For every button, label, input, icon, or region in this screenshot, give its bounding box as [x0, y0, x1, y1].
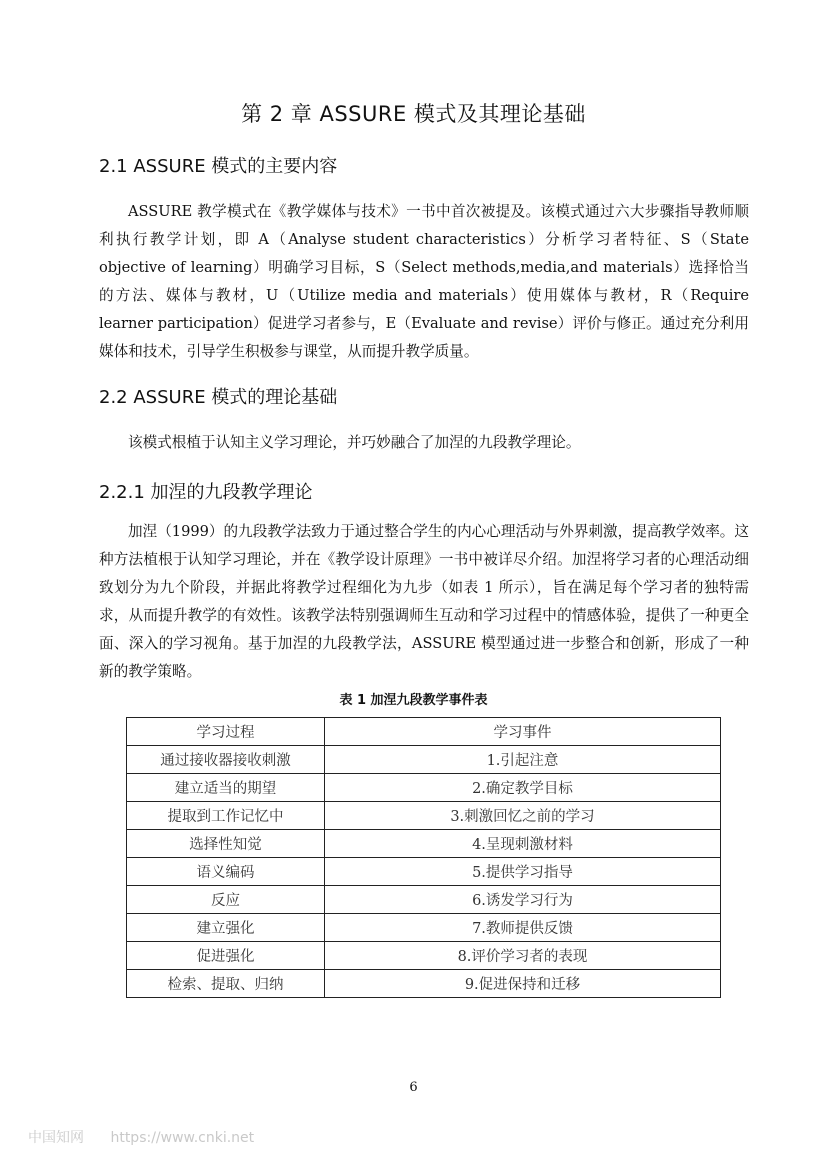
process-cell: 提取到工作记忆中 [127, 802, 325, 830]
event-cell: 2.确定教学目标 [325, 774, 721, 802]
chapter-title: 第 2 章 ASSURE 模式及其理论基础 [241, 102, 586, 126]
table-row [127, 858, 721, 886]
section-2-2-paragraph: 该模式根植于认知主义学习理论，并巧妙融合了加涅的九段教学理论。 [128, 434, 581, 451]
event-cell: 1.引起注意 [325, 746, 721, 774]
process-cell: 语义编码 [127, 858, 325, 886]
header-learning-process: 学习过程 [127, 718, 325, 746]
event-cell: 8.评价学习者的表现 [325, 942, 721, 970]
table-header-row [127, 718, 721, 746]
page-number: 6 [409, 1080, 418, 1095]
watermark-brand: 中国知网 [28, 1130, 84, 1146]
process-cell: 建立适当的期望 [127, 774, 325, 802]
process-cell: 选择性知觉 [127, 830, 325, 858]
section-heading-2-1: 2.1 ASSURE 模式的主要内容 [99, 156, 338, 177]
section-heading-2-2: 2.2 ASSURE 模式的理论基础 [99, 387, 338, 408]
event-cell: 5.提供学习指导 [325, 858, 721, 886]
watermark [28, 1127, 254, 1147]
event-cell: 3.刺激回忆之前的学习 [325, 802, 721, 830]
table-row [127, 802, 721, 830]
event-cell: 7.教师提供反馈 [325, 914, 721, 942]
section-heading-2-2-1: 2.2.1 加涅的九段教学理论 [99, 482, 313, 503]
process-cell: 通过接收器接收刺激 [127, 746, 325, 774]
table-caption: 表 1 加涅九段教学事件表 [339, 693, 488, 708]
table-row [127, 942, 721, 970]
table-row [127, 830, 721, 858]
process-cell: 建立强化 [127, 914, 325, 942]
header-learning-event: 学习事件 [325, 718, 721, 746]
table-row [127, 774, 721, 802]
nine-events-table [126, 717, 721, 998]
section-2-2-1-paragraph: 加涅（1999）的九段教学法致力于通过整合学生的内心心理活动与外界刺激，提高教学效率。这种方法植根于认知学习理论，并在《教学设计原理》一书中被详尽介绍。加涅将学习者的心理活动细致划分为九个阶段，并据此将教学过程细化为九步（如表 1 所示），旨在满足每个学习者的独特需求，从而提升教学的有效性。该教学法特别强调师生互动和学习过程中的情感体验，提供了一种更全面、深入的学习视角。基于加涅的九段教学法，ASSURE 模型通过进一步整合和创新，形成了一种新的教学策略。 [99, 523, 749, 680]
event-cell: 6.诱发学习行为 [325, 886, 721, 914]
process-cell: 促进强化 [127, 942, 325, 970]
event-cell: 4.呈现刺激材料 [325, 830, 721, 858]
table-row [127, 746, 721, 774]
process-cell: 检索、提取、归纳 [127, 970, 325, 998]
process-cell: 反应 [127, 886, 325, 914]
table-row [127, 970, 721, 998]
watermark-url: https://www.cnki.net [110, 1130, 255, 1146]
event-cell: 9.促进保持和迁移 [325, 970, 721, 998]
table-row [127, 914, 721, 942]
table-row [127, 886, 721, 914]
section-2-1-paragraph: ASSURE 教学模式在《教学媒体与技术》一书中首次被提及。该模式通过六大步骤指导教师顺利执行教学计划，即 A（Analyse student characteristics）分析学习者特征、S（State objective of learning）明确学习目标，S（Select methods,media,and materials）选择恰当的方法、媒体与教材，U（Utilize media and materials）使用媒体与教材，R（Require learner participation）促进学习者参与，E（Evaluate and revise）评价与修正。通过充分利用媒体和技术，引导学生积极参与课堂，从而提升教学质量。 [99, 203, 749, 360]
